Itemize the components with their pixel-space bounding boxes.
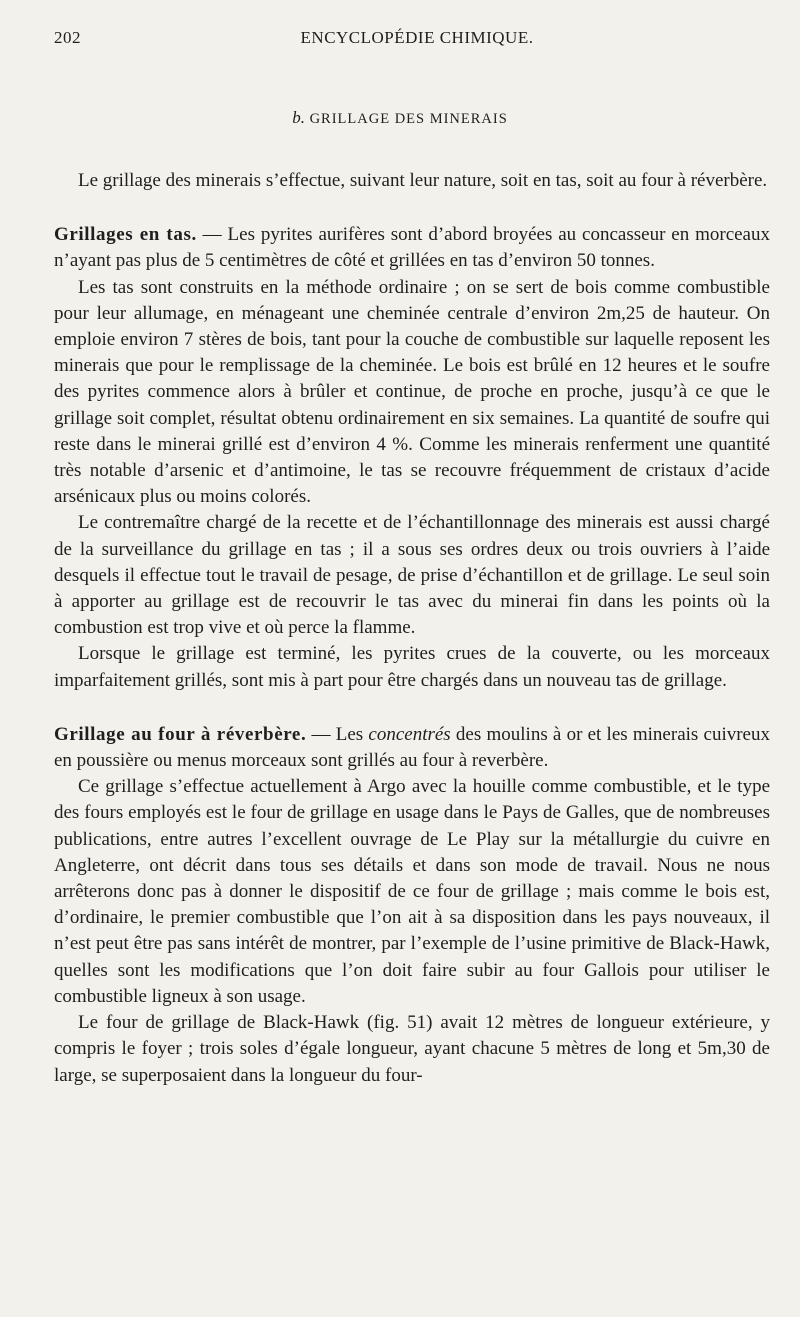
paragraph-tas-1 [54, 222, 770, 274]
paragraph-intro: Le grillage des minerais s’effectue, suivant leur nature, soit en tas, soit au four à réverbère. [78, 170, 768, 191]
paragraph-tas-3: Le contremaître chargé de la recette et de l’échantillonnage des minerais est aussi chargé de la surveillance du grillage en tas ; il a sous ses ordres deux ou trois ouvriers à l’aide desquels il effectue tout le travail de pesage, de prise d’échantillon et de grillage. Le seul soin à apporter au grillage est de recouvrir le tas avec du minerai fin dans les points où la combustion est trop vive et où perce la flamme. [54, 512, 770, 639]
heading-grillage-au-four: Grillage au four à réverbère. [54, 723, 307, 745]
body-text [54, 168, 770, 1089]
running-title: ENCYCLOPÉDIE CHIMIQUE. [300, 28, 534, 47]
page-number: 202 [54, 28, 81, 47]
paragraph-four-2: Ce grillage s’effectue actuellement à Argo avec la houille comme combustible, et le type des fours employés est le four de grillage en usage dans le Pays de Galles, que de nombreuses publications, entre autres l’excellent ouvrage de Le Play sur la métallurgie du cuivre en Angleterre, ont décrit dans tous ses détails et dans son mode de travail. Nous ne nous arrêterons donc pas à donner le dispositif de ce four de grillage ; mais comme le bois est, d’ordinaire, le premier combustible que l’on ait à sa disposition dans les pays nouveaux, il n’est peut être pas sans intérêt de montrer, par l’exemple de l’usine primitive de Black-Hawk, quelles sont les modifications que l’on doit faire subir au four Gallois pour utiliser le combustible ligneux à son usage. [54, 776, 770, 1007]
paragraph-four-1-b: des moulins à or et les minerais cuivreux en poussière ou menus morceaux sont grillés au four à reverbère. [54, 723, 770, 772]
paragraph-four-1-a: — Les [306, 723, 369, 745]
section-title-text: GRILLAGE DES MINERAIS [309, 111, 508, 127]
paragraph-tas-1-text: — Les pyrites aurifères sont d’abord broyées au concasseur en morceaux n’ayant pas plus de 5 centimètres de côté et grillées en tas d’environ 50 tonnes. [54, 224, 770, 272]
paragraph-four-3: Le four de grillage de Black-Hawk (fig. 51) avait 12 mètres de longueur extérieure, y compris le foyer ; trois soles d’égale longueur, ayant chacune 5 mètres de long et 5m,30 de large, se superposaient dans la longueur du four- [54, 1012, 770, 1086]
heading-grillages-en-tas: Grillages en tas. [54, 224, 197, 246]
paragraph-four-1-em: concentrés [368, 723, 451, 745]
paragraph-tas-4: Lorsque le grillage est terminé, les pyrites crues de la couverte, ou les morceaux imparfaitement grillés, sont mis à part pour être chargés dans un nouveau tas de grillage. [54, 643, 770, 691]
paragraph-four-1 [54, 722, 770, 774]
paragraph-tas-2: Les tas sont construits en la méthode ordinaire ; on se sert de bois comme combustible pour leur allumage, en ménageant une cheminée centrale d’environ 2m,25 de hauteur. On emploie environ 7 stères de bois, tant pour la couche de combustible sur laquelle reposent les minerais que pour le remplissage de la cheminée. Le bois est brûlé en 12 heures et le soufre des pyrites commence alors à brûler et continue, de proche en proche, jusqu’à ce que le grillage soit complet, résultat obtenu ordinairement en six semaines. La quantité de soufre qui reste dans le minerai grillé est d’environ 4 %. Comme les minerais renferment une quantité très notable d’arsenic et d’antimoine, le tas se recouvre fréquemment de cristaux d’acide arsénicaux plus ou moins colorés. [54, 276, 770, 508]
page-header [54, 28, 770, 58]
section-letter: b. [292, 108, 305, 127]
section-title [0, 108, 800, 128]
